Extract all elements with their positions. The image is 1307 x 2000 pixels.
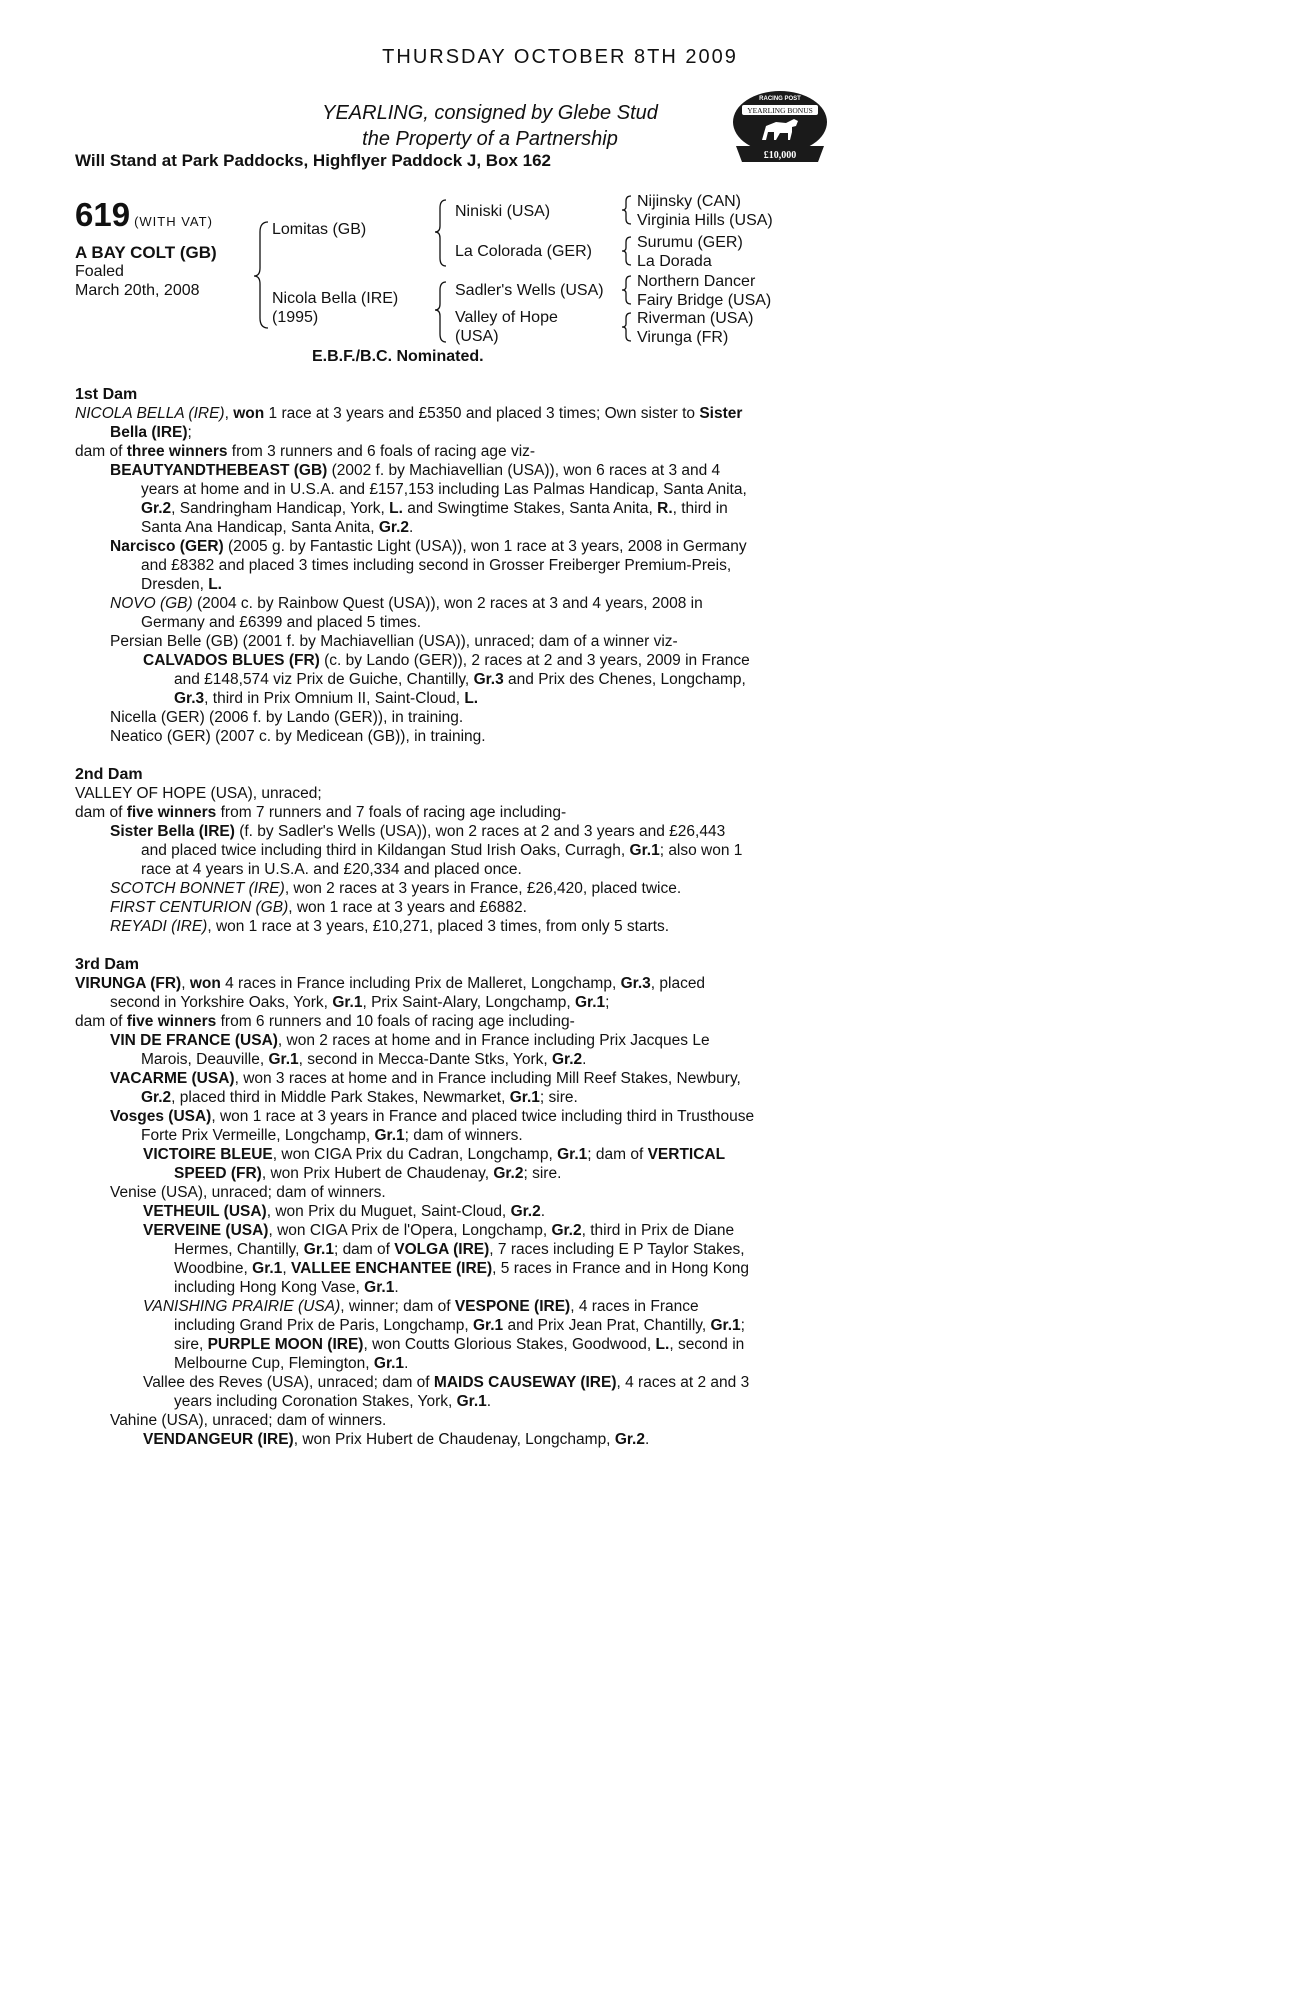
- ss-sire: Nijinsky (CAN): [637, 193, 741, 210]
- entry-text: R.: [657, 500, 673, 517]
- entry-text: VALLEE ENCHANTEE (IRE): [290, 1260, 493, 1277]
- entry-text: NOVO (GB): [110, 595, 193, 612]
- family-entry: [75, 1411, 755, 1430]
- property-line: the Property of a Partnership: [362, 128, 618, 150]
- entry-text: Gr.1: [374, 1127, 405, 1144]
- entry-text: won: [189, 975, 221, 992]
- family-entry: [75, 708, 755, 727]
- entry-text: ;: [187, 424, 192, 441]
- entry-text: (f. by Sadler's Wells (USA)), won 2 races at 2 and 3 years and £26,443 and placed twice including third in Kildangan Stud Irish Oaks, Curragh,: [141, 823, 726, 859]
- entry-text: , won Prix du Muguet, Saint-Cloud,: [266, 1203, 511, 1220]
- family-entry: [75, 784, 755, 803]
- entry-text: Nicella (GER) (2006 f. by Lando (GER)), in training.: [110, 709, 464, 726]
- family-entry: [75, 1145, 755, 1183]
- family-entry: [75, 651, 755, 708]
- entry-text: ; dam of: [587, 1146, 648, 1163]
- sire-dam: La Colorada (GER): [455, 243, 592, 260]
- entry-text: , won Prix Hubert de Chaudenay,: [261, 1165, 494, 1182]
- entry-text: VESPONE (IRE): [454, 1298, 571, 1315]
- entry-text: , won 3 races at home and in France including Mill Reef Stakes, Newbury,: [234, 1070, 741, 1087]
- family-entry: [75, 727, 755, 746]
- entry-text: five winners: [126, 1013, 217, 1030]
- family-entry: [75, 1012, 755, 1031]
- entry-text: dam of: [75, 804, 127, 821]
- entry-text: VERVEINE (USA): [143, 1222, 269, 1239]
- family-entry: [75, 822, 755, 879]
- entry-text: , third in Prix Omnium II, Saint-Cloud,: [204, 690, 465, 707]
- entry-text: VETHEUIL (USA): [143, 1203, 267, 1220]
- entry-text: Narcisco (GER): [110, 538, 224, 555]
- entry-text: .: [582, 1051, 587, 1068]
- entry-text: VIN DE FRANCE (USA): [110, 1032, 278, 1049]
- entry-text: Gr.1: [456, 1393, 487, 1410]
- dd-sire: Riverman (USA): [637, 310, 754, 327]
- entry-text: SCOTCH BONNET (IRE): [110, 880, 285, 897]
- family-entry: [75, 1183, 755, 1202]
- sd-dam: La Dorada: [637, 253, 712, 270]
- family-entry: [75, 1031, 755, 1069]
- entry-text: L.: [208, 576, 222, 593]
- dam-dam-line1: Valley of Hope: [455, 309, 558, 326]
- entry-text: Gr.3: [174, 690, 205, 707]
- entry-text: dam of: [75, 1013, 127, 1030]
- entry-text: Sister Bella (IRE): [110, 405, 743, 441]
- entry-text: Vahine (USA), unraced; dam of winners.: [110, 1412, 387, 1429]
- entry-text: Gr.2: [493, 1165, 524, 1182]
- entry-text: VANISHING PRAIRIE (USA): [143, 1298, 341, 1315]
- vat-note: (WITH VAT): [134, 214, 213, 229]
- entry-text: NICOLA BELLA (IRE): [75, 405, 225, 422]
- consignor-line: YEARLING, consigned by Glebe Stud: [322, 102, 658, 124]
- entry-text: , placed second in Yorkshire Oaks, York,: [110, 975, 706, 1011]
- family-details: [75, 385, 755, 1449]
- entry-text: .: [394, 1279, 399, 1296]
- entry-text: , 4 races in France including Grand Prix de Paris, Longchamp,: [174, 1298, 699, 1334]
- entry-text: (2004 c. by Rainbow Quest (USA)), won 2 races at 3 and 4 years, 2008 in Germany and £6399 and placed 5 times.: [141, 595, 703, 631]
- entry-text: ,: [181, 975, 190, 992]
- family-entry: [75, 1373, 755, 1411]
- entry-text: 1 race at 3 years and £5350 and placed 3 times; Own sister to: [264, 405, 700, 422]
- entry-text: ; sire.: [523, 1165, 562, 1182]
- family-entry: [75, 594, 755, 632]
- entry-text: and Prix Jean Prat, Chantilly,: [503, 1317, 711, 1334]
- entry-text: L.: [389, 500, 403, 517]
- entry-text: , won CIGA Prix de l'Opera, Longchamp,: [268, 1222, 552, 1239]
- family-entry: [75, 1107, 755, 1145]
- foaled-label: Foaled: [75, 263, 124, 280]
- entry-text: .: [486, 1393, 492, 1410]
- entry-text: Gr.1: [472, 1317, 504, 1334]
- entry-text: PURPLE MOON (IRE): [207, 1336, 364, 1353]
- entry-text: VIRUNGA (FR): [75, 975, 182, 992]
- family-entry: [75, 632, 755, 651]
- family-entry: [75, 1221, 755, 1297]
- entry-text: Gr.1: [710, 1317, 741, 1334]
- sire-name: Lomitas (GB): [272, 221, 367, 238]
- badge-bottom-text: £10,000: [763, 150, 797, 161]
- foaled-date: March 20th, 2008: [75, 282, 200, 299]
- section-heading: 3rd Dam: [75, 956, 140, 973]
- entry-text: .: [540, 1203, 546, 1220]
- entry-text: Venise (USA), unraced; dam of winners.: [110, 1184, 386, 1201]
- lot-number: 619: [75, 196, 131, 233]
- entry-text: from 7 runners and 7 foals of racing age including-: [216, 804, 567, 821]
- entry-text: REYADI (IRE): [110, 918, 208, 935]
- entry-text: , won Coutts Glorious Stakes, Goodwood,: [363, 1336, 656, 1353]
- entry-text: Gr.2: [614, 1431, 645, 1448]
- entry-text: Sister Bella (IRE): [110, 823, 235, 840]
- entry-text: Gr.1: [268, 1051, 299, 1068]
- entry-text: , 4 races at 2 and 3 years including Coronation Stakes, York,: [174, 1374, 750, 1410]
- family-entry: [75, 1297, 755, 1373]
- entry-text: Neatico (GER) (2007 c. by Medicean (GB)), in training.: [110, 728, 486, 745]
- entry-text: five winners: [126, 804, 217, 821]
- entry-text: Vosges (USA): [110, 1108, 212, 1125]
- entry-text: Gr.1: [509, 1089, 540, 1106]
- entry-text: Gr.1: [364, 1279, 395, 1296]
- entry-text: ;: [605, 994, 610, 1011]
- entry-text: , second in Mecca-Dante Stks, York,: [298, 1051, 552, 1068]
- entry-text: Gr.2: [141, 500, 172, 517]
- section-gap: [75, 936, 755, 955]
- entry-text: L.: [655, 1336, 670, 1353]
- entry-text: , placed third in Middle Park Stakes, Newmarket,: [171, 1089, 510, 1106]
- entry-text: .: [409, 519, 414, 536]
- entry-text: from 6 runners and 10 foals of racing age including-: [216, 1013, 575, 1030]
- dam-year: (1995): [272, 309, 319, 326]
- entry-text: Gr.2: [510, 1203, 541, 1220]
- entry-text: , 5 races in France and in Hong Kong including Hong Kong Vase,: [174, 1260, 749, 1296]
- entry-text: VALLEY OF HOPE (USA), unraced;: [75, 785, 322, 802]
- dd-dam: Virunga (FR): [637, 329, 729, 346]
- entry-text: VACARME (USA): [110, 1070, 235, 1087]
- entry-text: Gr.1: [629, 842, 660, 859]
- entry-text: VERTICAL SPEED (FR): [174, 1146, 725, 1182]
- section-gap: [75, 746, 755, 765]
- entry-text: VICTOIRE BLEUE: [143, 1146, 273, 1163]
- entry-text: , Prix Saint-Alary, Longchamp,: [362, 994, 575, 1011]
- dam-sire: Sadler's Wells (USA): [455, 282, 604, 299]
- entry-text: Gr.1: [252, 1260, 283, 1277]
- entry-text: and Swingtime Stakes, Santa Anita,: [402, 500, 658, 517]
- section-heading: 1st Dam: [75, 386, 138, 403]
- entry-text: 4 races in France including Prix de Malleret, Longchamp,: [220, 975, 621, 992]
- sale-date: THURSDAY OCTOBER 8TH 2009: [382, 46, 738, 68]
- entry-text: (2002 f. by Machiavellian (USA)), won 6 races at 3 and 4 years at home and in U.S.A. and £157,153 including Las Palmas Handicap, Santa Anita,: [141, 462, 747, 498]
- entry-text: L.: [464, 690, 479, 707]
- entry-text: Gr.2: [378, 519, 410, 536]
- entry-text: BEAUTYANDTHEBEAST (GB): [110, 462, 328, 479]
- entry-text: , won 2 races at 3 years in France, £26,420, placed twice.: [284, 880, 682, 897]
- entry-text: , won Prix Hubert de Chaudenay, Longchamp,: [293, 1431, 615, 1448]
- entry-text: ; sire,: [174, 1317, 745, 1353]
- entry-text: (2005 g. by Fantastic Light (USA)), won 1 race at 3 years, 2008 in Germany and £8382 and placed 3 times including second in Grosser Freiberger Premium-Preis, Dresden,: [141, 538, 747, 593]
- entry-text: dam of: [75, 443, 127, 460]
- entry-text: ,: [224, 405, 234, 422]
- family-entry: [75, 404, 755, 442]
- entry-text: MAIDS CAUSEWAY (IRE): [433, 1374, 617, 1391]
- entry-text: CALVADOS BLUES (FR): [143, 652, 320, 669]
- entry-text: Gr.1: [303, 1241, 334, 1258]
- entry-text: ; dam of winners.: [404, 1127, 523, 1144]
- sire-sire: Niniski (USA): [455, 203, 551, 220]
- stand-location: Will Stand at Park Paddocks, Highflyer Paddock J, Box 162: [75, 151, 551, 170]
- entry-text: , third in Prix de Diane Hermes, Chantilly,: [174, 1222, 735, 1258]
- entry-text: (c. by Lando (GER)), 2 races at 2 and 3 years, 2009 in France and £148,574 viz Prix de Guiche, Chantilly,: [174, 652, 750, 688]
- family-entry: [75, 917, 755, 936]
- entry-text: ; also won 1 race at 4 years in U.S.A. and £20,334 and placed once.: [141, 842, 743, 878]
- dam-name: Nicola Bella (IRE): [272, 290, 399, 307]
- entry-text: , Sandringham Handicap, York,: [171, 500, 390, 517]
- entry-text: , won 1 race at 3 years in France and placed twice including third in Trusthouse Forte Prix Vermeille, Longchamp,: [141, 1108, 755, 1144]
- family-entry: [75, 879, 755, 898]
- section-heading: 2nd Dam: [75, 766, 143, 783]
- entry-text: , third in Santa Ana Handicap, Santa Anita,: [141, 500, 728, 536]
- family-entry: [75, 1202, 755, 1221]
- sd-sire: Surumu (GER): [637, 234, 743, 251]
- entry-text: Gr.2: [551, 1051, 583, 1068]
- family-entry: [75, 803, 755, 822]
- badge-mid-text: YEARLING BONUS: [747, 106, 813, 115]
- entry-text: Gr.1: [557, 1146, 588, 1163]
- entry-text: three winners: [126, 443, 228, 460]
- entry-text: Gr.3: [473, 671, 504, 688]
- entry-text: Gr.1: [332, 994, 363, 1011]
- entry-text: ,: [282, 1260, 291, 1277]
- entry-text: Persian Belle (GB) (2001 f. by Machiavellian (USA)), unraced; dam of a winner viz-: [110, 633, 678, 650]
- entry-text: , won CIGA Prix du Cadran, Longchamp,: [272, 1146, 558, 1163]
- ds-sire: Northern Dancer: [637, 273, 756, 290]
- entry-text: and Prix des Chenes, Longchamp,: [503, 671, 746, 688]
- family-entry: [75, 974, 755, 1012]
- entry-text: .: [404, 1355, 409, 1372]
- entry-text: Gr.1: [574, 994, 606, 1011]
- lot-name: A BAY COLT (GB): [75, 243, 217, 262]
- entry-text: from 3 runners and 6 foals of racing age viz-: [227, 443, 536, 460]
- dam-dam-line2: (USA): [455, 328, 499, 345]
- entry-text: , won 2 races at home and in France including Prix Jacques Le Marois, Deauville,: [141, 1032, 710, 1068]
- badge-top-text: RACING POST: [759, 96, 801, 102]
- entry-text: VENDANGEUR (IRE): [143, 1431, 294, 1448]
- entry-text: Gr.2: [141, 1089, 172, 1106]
- entry-text: , second in Melbourne Cup, Flemington,: [174, 1336, 745, 1372]
- entry-text: , won 1 race at 3 years and £6882.: [288, 899, 527, 916]
- family-entry: [75, 1430, 755, 1449]
- ds-dam: Fairy Bridge (USA): [637, 292, 772, 309]
- entry-text: , 7 races including E P Taylor Stakes, Woodbine,: [174, 1241, 745, 1277]
- entry-text: FIRST CENTURION (GB): [110, 899, 289, 916]
- entry-text: , winner; dam of: [340, 1298, 455, 1315]
- family-entry: [75, 898, 755, 917]
- ss-dam: Virginia Hills (USA): [637, 212, 773, 229]
- family-entry: [75, 461, 755, 537]
- entry-text: won: [233, 405, 265, 422]
- entry-text: ; dam of: [333, 1241, 395, 1258]
- entry-text: Gr.2: [551, 1222, 582, 1239]
- entry-text: , won 1 race at 3 years, £10,271, placed 3 times, from only 5 starts.: [207, 918, 670, 935]
- family-entry: [75, 537, 755, 594]
- entry-text: ; sire.: [539, 1089, 578, 1106]
- family-entry: [75, 442, 755, 461]
- entry-text: Gr.1: [373, 1355, 405, 1372]
- entry-text: Vallee des Reves (USA), unraced; dam of: [143, 1374, 434, 1391]
- entry-text: Gr.3: [620, 975, 651, 992]
- nomination-note: E.B.F./B.C. Nominated.: [312, 348, 484, 365]
- entry-text: VOLGA (IRE): [394, 1241, 490, 1258]
- family-entry: [75, 1069, 755, 1107]
- entry-text: .: [644, 1431, 650, 1448]
